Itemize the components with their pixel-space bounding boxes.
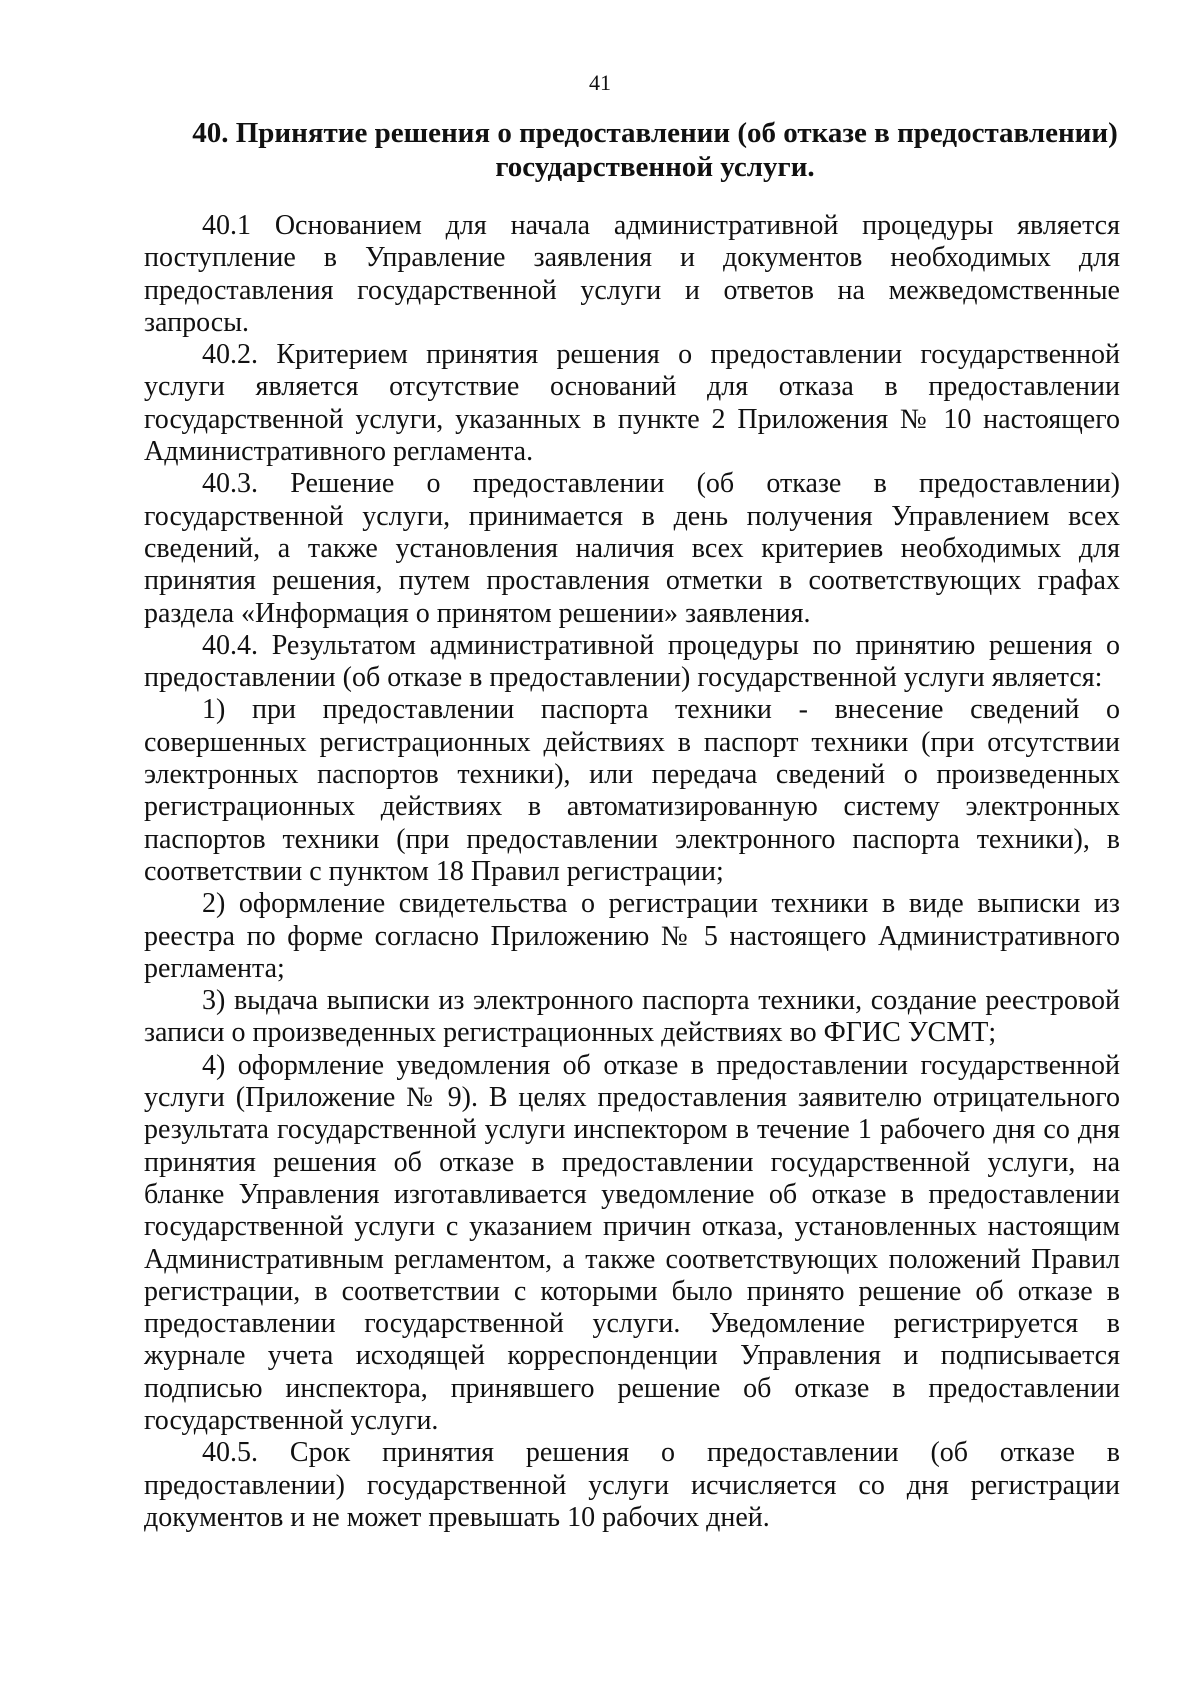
- result-item-4: 4) оформление уведомления об отказе в предоставлении государственной услуги (Приложение № 9). В целях предоставления заявителю отрицательного результата государственной услуги инспектором в течение 1 рабочего дня со дня принятия решения об отказе в предоставлении государственной услуги, на бланке Управления изготавливается уведомление об отказе в предоставлении государственной услуги с указанием причин отказа, установленных настоящим Административным регламентом, а также соответствующих положений Правил регистрации, в соответствии с которыми было принято решение об отказе в предоставлении государственной услуги. Уведомление регистрируется в журнале учета исходящей корреспонденции Управления и подписывается подписью инспектора, принявшего решение об отказе в предоставлении государственной услуги.: [144, 1049, 1120, 1436]
- result-item-1: 1) при предоставлении паспорта техники - внесение сведений о совершенных регистрационных действиях в паспорт техники (при отсутствии электронных паспортов техники), или передача сведений о произведенных регистрационных действиях в автоматизированную систему электронных паспортов техники (при предоставлении электронного паспорта техники), в соответствии с пунктом 18 Правил регистрации;: [144, 694, 1120, 887]
- result-item-2: 2) оформление свидетельства о регистрации техники в виде выписки из реестра по форме согласно Приложению № 5 настоящего Административного регламента;: [144, 888, 1120, 984]
- paragraph-40-4: 40.4. Результатом административной процедуры по принятию решения о предоставлении (об отказе в предоставлении) государственной услуги является:: [144, 629, 1120, 694]
- section-heading: [190, 116, 1120, 184]
- result-item-3: 3) выдача выписки из электронного паспорта техники, создание реестровой записи о произведенных регистрационных действиях во ФГИС УСМТ;: [144, 985, 1120, 1049]
- section-heading-line-2: государственной услуги.: [495, 151, 815, 183]
- paragraph-40-3: 40.3. Решение о предоставлении (об отказе в предоставлении) государственной услуги, принимается в день получения Управлением всех сведений, а также установления наличия всех критериев необходимых для принятия решения, путем проставления отметки в соответствующих графах раздела «Информация о принятом решении» заявления.: [144, 468, 1120, 629]
- section-heading-line-1: 40. Принятие решения о предоставлении (об отказе в предоставлении): [192, 117, 1118, 149]
- page-number: 41: [589, 70, 611, 95]
- paragraph-40-1: 40.1 Основанием для начала административной процедуры является поступление в Управление заявления и документов необходимых для предоставления государственной услуги и ответов на межведомственные запросы.: [144, 210, 1120, 338]
- paragraph-40-2: 40.2. Критерием принятия решения о предоставлении государственной услуги является отсутствие оснований для отказа в предоставлении государственной услуги, указанных в пункте 2 Приложения № 10 настоящего Административного регламента.: [144, 339, 1120, 468]
- document-body: [144, 210, 1120, 1534]
- paragraph-40-5: 40.5. Срок принятия решения о предоставлении (об отказе в предоставлении) государственной услуги исчисляется со дня регистрации документов и не может превышать 10 рабочих дней.: [144, 1437, 1120, 1533]
